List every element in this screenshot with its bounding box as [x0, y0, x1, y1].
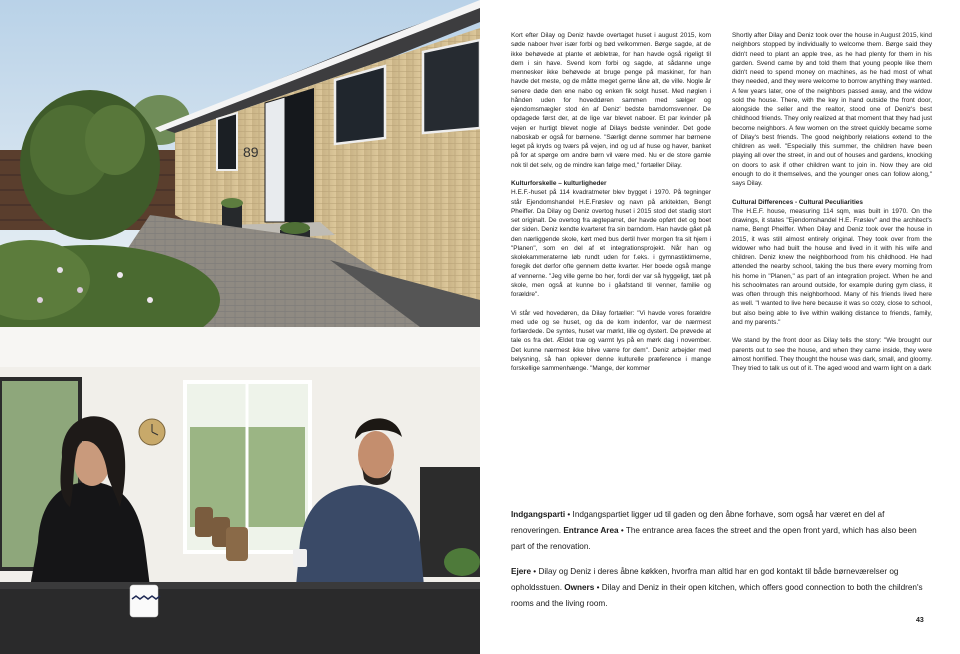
english-paragraph-front-door: We stand by the front door as Dilay tells the story: "We brought our parents out to see the house, and when they came inside, they were almost horrified. They thought the house was dark, small, and gloomy. They tried to talk us out of it. The aged wood and warm light on a dark	[732, 337, 932, 372]
interior-photo	[0, 327, 480, 654]
danish-article-column	[511, 31, 711, 494]
house-number: 89	[243, 144, 259, 160]
photo-captions	[511, 507, 933, 621]
caption-entrance-text-en: • The entrance area faces the street and the open front yard, which has also been part of the renovation.	[511, 526, 917, 551]
danish-subheading: Kulturforskelle – kulturligheder	[511, 180, 607, 187]
exterior-photo	[0, 0, 480, 327]
caption-owners	[511, 564, 933, 612]
english-subheading: Cultural Differences - Cultural Peculiarities	[732, 198, 863, 206]
caption-owners-label-en: Owners	[564, 583, 595, 592]
english-paragraph-house-history: The H.E.F. house, measuring 114 sqm, was built in 1970. On the drawings, it states "Ejendomshandel H.E. Frøslev" and the architect's name, Bengt Pheiffer. When Dilay and Deniz took over the house in 2015, it was still almost entirely original. They took over from the widower who had built the house and lived in it with his wife and children. Deniz knew the neighborhood from his childhood. He had attended the nearby school, taking the bus there every morning from his home in "Planen," as part of an integration project. When he and his schoolmates ran around outside, for example during gym class, it was often through this neighborhood. Many of his friends lived here as well. "I wanted to live here because it was so cozy, close to school, but also being able to live within walking distance to friends, family, and my parents."	[732, 207, 932, 326]
caption-owners-text-da: • Dilay og Deniz i deres åbne køkken, hvorfra man altid har en god kontakt til både børneværelser og opholdsstuen.	[511, 567, 899, 592]
danish-paragraph-front-door: Vi står ved hovedøren, da Dilay fortæller: "Vi havde vores forældre med ude og se huset, og da de kom indenfor, var de nærmest forfærdede. De syntes, huset var mørkt, lille og dystert. De prøvede at tale os fra det. Ældet træ og varmt lys på en mørk dag i november. Det kunne nærmest ikke blive værre for dem". Deniz arbejder med belysning, så han oplever denne kulturelle præference i mange forskellige sammenhænge. "Mange, der kommer	[511, 309, 711, 372]
caption-entrance-text-da: • Indgangspartiet ligger ud til gaden og den åbne forhave, som også har været en del af renoveringen.	[511, 510, 885, 535]
page-number: 43	[916, 617, 924, 624]
english-article-column	[732, 31, 932, 494]
kitchen-owners-illustration	[0, 327, 480, 654]
caption-owners-text-en: • Dilay and Deniz in their open kitchen, which offers good connection to both the children's rooms and the living room.	[511, 583, 923, 608]
house-entrance-illustration	[0, 0, 480, 327]
caption-entrance-label-da: Indgangsparti	[511, 510, 566, 519]
caption-entrance-label-en: Entrance Area	[563, 526, 619, 535]
caption-owners-label-da: Ejere	[511, 567, 532, 576]
danish-paragraph-neighbors: Kort efter Dilay og Deniz havde overtaget huset i august 2015, kom søde naboer hver især forbi og bød velkommen. Børge sagde, at de ikke behøvede at plante et æbletræ, for han havde også rigeligt til dem i sin have. Svend kom forbi og sagde, at sådanne unge mennesker ikke behøvede at bruge penge på maskiner, for han havde det meste, og de måtte meget gerne låne alt, de ville. Nogle år senere døde den ene nabo og enken fik solgt huset. Med nøglen i hånden uden for hoveddøren sammen med sælger og ejendomsmægler stod én af Deniz' bedste barndomsvenner. De opdagede først der, at de lige var blevet naboer. Et par kvinder på vejen er hurtigt blevet nogle af Dilays bedste veninder. Det gode naboskab er også for børnene. "Særligt denne sommer har børnene leget på kryds og tværs på vejen, ind og ud af huse og haver, banket på for at spørge om andre børn vil være med. Nu er de store gamle nok til det selv, og de mindre kan følge med," fortæller Dilay.	[511, 32, 711, 169]
english-paragraph-neighbors: Shortly after Dilay and Deniz took over the house in August 2015, kind neighbors stopped by individually to welcome them. Børge said they didn't need to plant an apple tree, as he had plenty for them in his garden. Svend came by and told them that young people like them didn't need to spend money on machines, as he had most of what they needed, and they were welcome to borrow anything they wanted. A few years later, one of the neighbors passed away, and the widow sold the house. There, with the key in hand outside the front door, alongside the seller and the realtor, stood one of Deniz's best childhood friends. They only realized at that moment that they had just become neighbors. A few women on the street quickly became some of Dilay's best friends. The good neighborly relations extend to the children as well. "Especially this summer, the children have been playing all over the street, in and out of houses and gardens, knocking on doors to ask if other children want to join in. Now they are old enough to do it themselves, and the younger ones can follow along," says Dilay.	[732, 32, 932, 187]
danish-paragraph-house-history: H.E.F.-huset på 114 kvadratmeter blev bygget i 1970. På tegninger står Ejendomshandel H.E.Frøslev og navn på arkitekten, Bengt Pheiffer. Da Dilay og Deniz overtog huset i 2015 stod det stadig stort set originalt. De overtog fra ægteparret, der havde opført det og boet der siden. Deniz kendte kvarteret fra sin barndom. Han havde gået på den nærliggende skole, kørt med bus dertil hver morgen fra sit hjem i "Planen", som en del af et integrationsprojekt. Når han og skolekammeraterne løb rundt uden for f.eks. i gymnastiktimerne, foregik det derfor ofte gennem dette kvarter. Her boede også mange af vennerne. "Jeg ville gerne bo her, fordi der var så hyggeligt, tæt på skole, men også at kunne bo i gåafstand til venner, familie og forældre".	[511, 189, 711, 298]
caption-entrance	[511, 507, 933, 555]
